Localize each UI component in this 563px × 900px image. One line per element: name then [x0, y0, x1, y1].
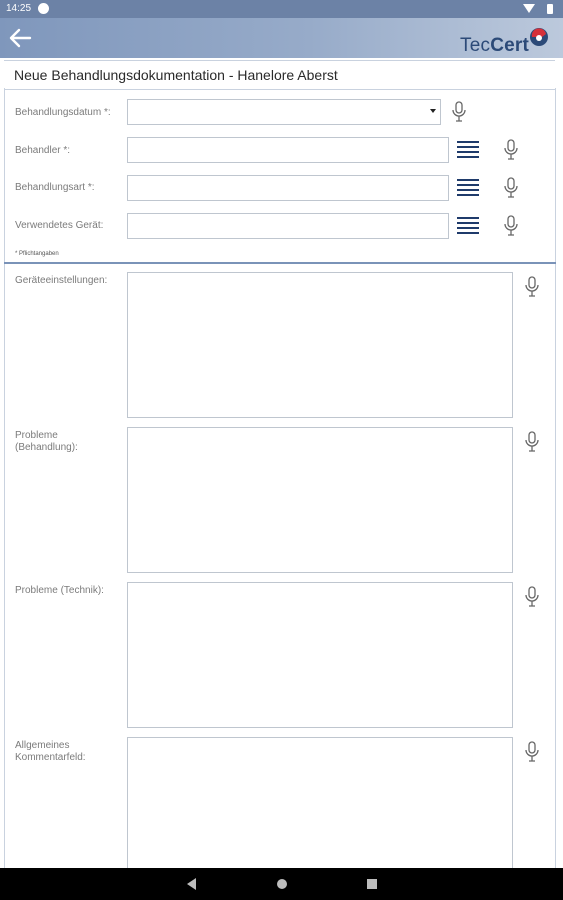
nav-home-icon[interactable] — [277, 879, 287, 889]
frame-left-border — [4, 88, 5, 868]
geraeteeinstellungen-input[interactable] — [128, 273, 512, 417]
behandler-field[interactable] — [127, 137, 449, 163]
microphone-icon[interactable] — [524, 741, 540, 763]
label-behandlungsart: Behandlungsart *: — [15, 182, 95, 193]
section-divider — [4, 262, 556, 264]
wifi-icon — [523, 4, 535, 13]
nav-recents-icon[interactable] — [367, 879, 377, 889]
system-navigation-bar — [0, 868, 563, 900]
behandler-input[interactable] — [128, 138, 448, 162]
nav-back-icon[interactable] — [187, 878, 196, 890]
required-fields-note: * Pflichtangaben — [15, 251, 59, 257]
label-behandlungsdatum: Behandlungsdatum *: — [15, 107, 111, 118]
probleme-behandlung-input[interactable] — [128, 428, 512, 572]
geraeteeinstellungen-textarea[interactable] — [127, 272, 513, 418]
behandlungsart-input[interactable] — [128, 176, 448, 200]
label-probleme-technik: Probleme (Technik): — [15, 585, 104, 596]
microphone-icon[interactable] — [451, 101, 467, 123]
status-bar — [0, 0, 563, 18]
probleme-technik-textarea[interactable] — [127, 582, 513, 728]
kommentarfeld-input[interactable] — [128, 738, 512, 868]
logo-text: TecCert — [460, 35, 529, 56]
back-arrow-icon[interactable] — [6, 24, 34, 52]
kommentarfeld-textarea[interactable] — [127, 737, 513, 868]
page-title: Neue Behandlungsdokumentation - Hanelore Aberst — [14, 67, 338, 83]
verwendetes-geraet-input[interactable] — [128, 214, 448, 238]
app-notification-icon — [38, 3, 49, 14]
teccert-logo — [435, 23, 555, 55]
list-icon[interactable] — [457, 141, 479, 161]
behandlungsdatum-input[interactable] — [128, 100, 440, 124]
microphone-icon[interactable] — [503, 177, 519, 199]
microphone-icon[interactable] — [524, 431, 540, 453]
label-probleme-behandlung: Probleme (Behandlung): — [15, 430, 78, 453]
logo-mark-icon — [527, 25, 551, 49]
label-geraeteeinstellungen: Geräteeinstellungen: — [15, 275, 108, 286]
app-header — [0, 18, 563, 58]
behandlungsart-field[interactable] — [127, 175, 449, 201]
battery-icon — [547, 4, 553, 14]
list-icon[interactable] — [457, 217, 479, 237]
microphone-icon[interactable] — [524, 586, 540, 608]
verwendetes-geraet-field[interactable] — [127, 213, 449, 239]
label-verwendetes-geraet: Verwendetes Gerät: — [15, 220, 104, 231]
page-title-bar — [4, 60, 555, 90]
list-icon[interactable] — [457, 179, 479, 199]
probleme-technik-input[interactable] — [128, 583, 512, 727]
microphone-icon[interactable] — [524, 276, 540, 298]
label-behandler: Behandler *: — [15, 145, 71, 156]
probleme-behandlung-textarea[interactable] — [127, 427, 513, 573]
microphone-icon[interactable] — [503, 215, 519, 237]
status-time: 14:25 — [6, 3, 32, 14]
label-allgemeines-kommentarfeld: Allgemeines Kommentarfeld: — [15, 740, 86, 763]
frame-right-border — [555, 88, 556, 868]
chevron-down-icon — [430, 109, 436, 113]
behandlungsdatum-dropdown[interactable] — [127, 99, 441, 125]
microphone-icon[interactable] — [503, 139, 519, 161]
